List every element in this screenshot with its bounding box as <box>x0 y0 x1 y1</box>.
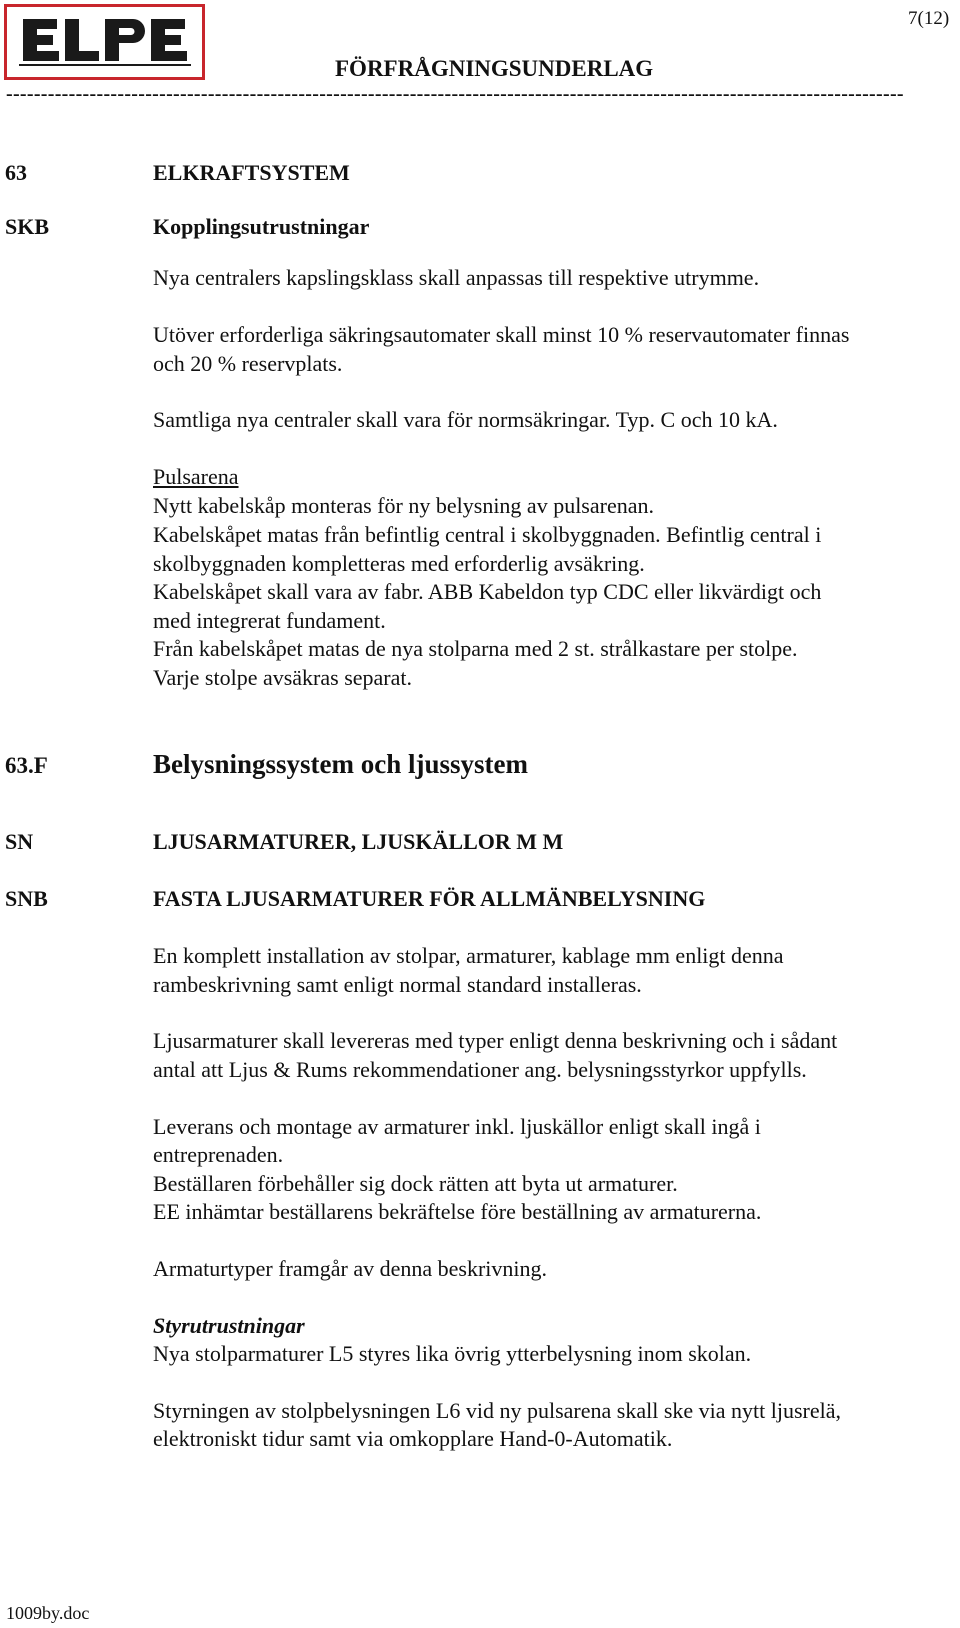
subheading-styrutrustningar: Styrutrustningar <box>153 1313 305 1338</box>
paragraph-leverans-line4: EE inhämtar beställarens bekräftelse före beställning av armaturerna. <box>153 1199 762 1224</box>
paragraph-leverans-line1: Leverans och montage av armaturer inkl. ljuskällor enligt skall ingå i <box>153 1114 761 1139</box>
pulsarena-line: Från kabelskåpet matas de nya stolparna med 2 st. strålkastare per stolpe. <box>153 636 798 661</box>
paragraph-leverans-line2: entreprenaden. <box>153 1142 284 1167</box>
paragraph-kapslingsklass: Nya centralers kapslingsklass skall anpassas till respektive utrymme. <box>153 265 760 290</box>
paragraph-ljusarmaturer-line2: antal att Ljus & Rums rekommendationer ang. belysningsstyrkor uppfylls. <box>153 1057 807 1082</box>
section-code-snb: SNB <box>5 886 48 911</box>
paragraph-installation-line2: rambeskrivning samt enligt normal standard installeras. <box>153 972 642 997</box>
footer-filename: 1009by.doc <box>6 1603 90 1623</box>
paragraph-normsakringar: Samtliga nya centraler skall vara för normsäkringar. Typ. C och 10 kA. <box>153 407 778 432</box>
section-code-63: 63 <box>5 160 27 185</box>
paragraph-styrning-line2: elektroniskt tidur samt via omkopplare Hand-0-Automatik. <box>153 1426 673 1451</box>
pulsarena-line: Kabelskåpet matas från befintlig central i skolbyggnaden. Befintlig central i <box>153 522 822 547</box>
section-title-ljusarmaturer: LJUSARMATURER, LJUSKÄLLOR M M <box>153 829 564 854</box>
pulsarena-line: Nytt kabelskåp monteras för ny belysning av pulsarenan. <box>153 493 654 518</box>
section-code-63f: 63.F <box>5 753 48 778</box>
paragraph-leverans-line3: Beställaren förbehåller sig dock rätten att byta ut armaturer. <box>153 1171 678 1196</box>
paragraph-styrning-line1: Styrningen av stolpbelysningen L6 vid ny pulsarena skall ske via nytt ljusrelä, <box>153 1398 841 1423</box>
section-title-fasta-ljusarmaturer: FASTA LJUSARMATURER FÖR ALLMÄNBELYSNING <box>153 886 706 911</box>
header-separator: --------------------------------------------------------------------------------------------------------------------------------- <box>6 83 904 105</box>
section-title-belysningssystem: Belysningssystem och ljussystem <box>153 749 529 779</box>
pulsarena-line: Varje stolpe avsäkras separat. <box>153 665 413 690</box>
section-title-kopplingsutrustningar: Kopplingsutrustningar <box>153 214 370 239</box>
paragraph-armaturtyper: Armaturtyper framgår av denna beskrivning. <box>153 1256 548 1281</box>
section-title-elkraftsystem: ELKRAFTSYSTEM <box>153 160 350 185</box>
section-code-sn: SN <box>5 829 34 854</box>
page-number: 7(12) <box>908 8 950 29</box>
elpe-logo-graphic <box>7 7 202 77</box>
subheading-pulsarena: Pulsarena <box>153 464 239 489</box>
document-title: FÖRFRÅGNINGSUNDERLAG <box>335 56 654 81</box>
company-logo <box>4 4 205 80</box>
pulsarena-line: skolbyggnaden kompletteras med erforderlig avsäkring. <box>153 551 645 576</box>
pulsarena-line: Kabelskåpet skall vara av fabr. ABB Kabeldon typ CDC eller likvärdigt och <box>153 579 822 604</box>
section-code-skb: SKB <box>5 214 50 239</box>
paragraph-styr-line1: Nya stolparmaturer L5 styres lika övrig ytterbelysning inom skolan. <box>153 1341 752 1366</box>
paragraph-installation-line1: En komplett installation av stolpar, armaturer, kablage mm enligt denna <box>153 943 784 968</box>
paragraph-reservautomater-line1: Utöver erforderliga säkringsautomater skall minst 10 % reservautomater finnas <box>153 322 850 347</box>
paragraph-reservautomater-line2: och 20 % reservplats. <box>153 351 343 376</box>
paragraph-ljusarmaturer-line1: Ljusarmaturer skall levereras med typer enligt denna beskrivning och i sådant <box>153 1028 838 1053</box>
pulsarena-line: med integrerat fundament. <box>153 608 386 633</box>
